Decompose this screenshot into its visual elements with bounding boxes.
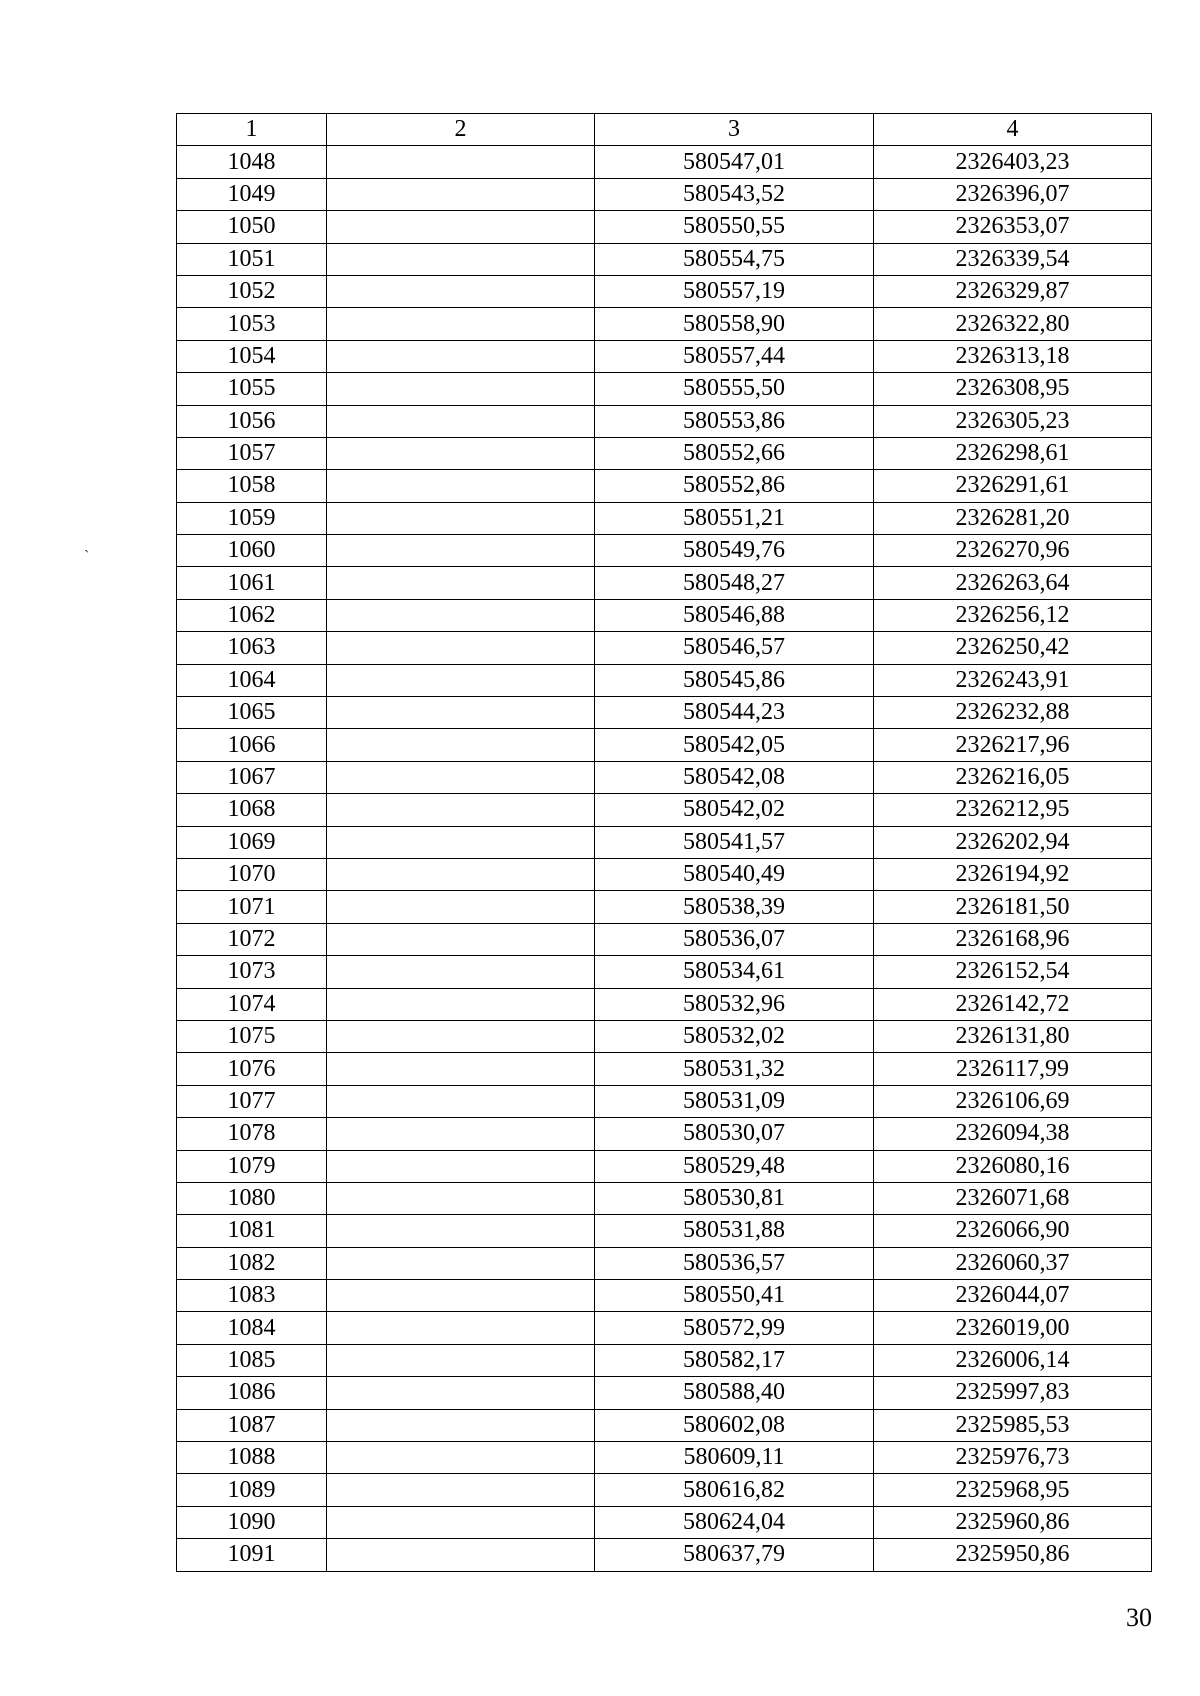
- table-row: [177, 923, 1152, 955]
- table-row: [177, 599, 1152, 631]
- table-cell-col1: 1090: [177, 1506, 327, 1538]
- table-cell-col2: [327, 211, 595, 243]
- table-row: [177, 243, 1152, 275]
- table-row: [177, 502, 1152, 534]
- table-cell-col2: [327, 858, 595, 890]
- table-cell-col2: [327, 502, 595, 534]
- table-cell-col4: 2326298,61: [874, 437, 1152, 469]
- table-cell-col2: [327, 956, 595, 988]
- table-cell-col1: 1088: [177, 1442, 327, 1474]
- table-cell-col4: 2326071,68: [874, 1182, 1152, 1214]
- table-row: [177, 340, 1152, 372]
- scan-speck: `: [84, 548, 90, 565]
- table-cell-col2: [327, 729, 595, 761]
- table-row: [177, 567, 1152, 599]
- table-row: [177, 373, 1152, 405]
- table-cell-col2: [327, 1377, 595, 1409]
- table-cell-col1: 1086: [177, 1377, 327, 1409]
- table-cell-col4: 2325976,73: [874, 1442, 1152, 1474]
- table-row: [177, 1150, 1152, 1182]
- table-cell-col3: 580546,88: [595, 599, 874, 631]
- table-cell-col4: 2326250,42: [874, 632, 1152, 664]
- table-cell-col2: [327, 664, 595, 696]
- table-row: [177, 437, 1152, 469]
- table-cell-col4: 2326131,80: [874, 1020, 1152, 1052]
- table-cell-col3: 580558,90: [595, 308, 874, 340]
- table-cell-col3: 580557,19: [595, 275, 874, 307]
- table-cell-col4: 2326305,23: [874, 405, 1152, 437]
- table-cell-col4: 2326168,96: [874, 923, 1152, 955]
- table-cell-col2: [327, 1118, 595, 1150]
- table-body: [177, 146, 1152, 1571]
- table-cell-col1: 1064: [177, 664, 327, 696]
- table-cell-col2: [327, 535, 595, 567]
- table-cell-col2: [327, 470, 595, 502]
- column-header-4: 4: [874, 114, 1152, 146]
- table-cell-col1: 1080: [177, 1182, 327, 1214]
- table-row: [177, 1247, 1152, 1279]
- table-cell-col1: 1065: [177, 697, 327, 729]
- table-cell-col3: 580530,07: [595, 1118, 874, 1150]
- table-cell-col4: 2326313,18: [874, 340, 1152, 372]
- table-cell-col4: 2326044,07: [874, 1280, 1152, 1312]
- table-row: [177, 794, 1152, 826]
- table-cell-col1: 1049: [177, 178, 327, 210]
- table-cell-col1: 1051: [177, 243, 327, 275]
- table-row: [177, 1053, 1152, 1085]
- table-cell-col4: 2326308,95: [874, 373, 1152, 405]
- table-cell-col1: 1087: [177, 1409, 327, 1441]
- table-cell-col2: [327, 826, 595, 858]
- table-cell-col1: 1091: [177, 1539, 327, 1571]
- table-cell-col1: 1084: [177, 1312, 327, 1344]
- table-cell-col2: [327, 1247, 595, 1279]
- table-row: [177, 826, 1152, 858]
- table-cell-col4: 2325968,95: [874, 1474, 1152, 1506]
- table-cell-col3: 580557,44: [595, 340, 874, 372]
- table-cell-col3: 580530,81: [595, 1182, 874, 1214]
- table-cell-col3: 580546,57: [595, 632, 874, 664]
- table-cell-col1: 1058: [177, 470, 327, 502]
- table-cell-col2: [327, 1020, 595, 1052]
- table-cell-col3: 580543,52: [595, 178, 874, 210]
- table-row: [177, 1085, 1152, 1117]
- table-cell-col4: 2326080,16: [874, 1150, 1152, 1182]
- table-cell-col4: 2326216,05: [874, 761, 1152, 793]
- table-cell-col2: [327, 1215, 595, 1247]
- table-cell-col1: 1050: [177, 211, 327, 243]
- table-cell-col3: 580609,11: [595, 1442, 874, 1474]
- table-cell-col1: 1072: [177, 923, 327, 955]
- column-header-3: 3: [595, 114, 874, 146]
- table-row: [177, 761, 1152, 793]
- table-cell-col1: 1066: [177, 729, 327, 761]
- table-row: [177, 1409, 1152, 1441]
- table-row: [177, 697, 1152, 729]
- table-cell-col1: 1067: [177, 761, 327, 793]
- table-row: [177, 858, 1152, 890]
- table-cell-col1: 1069: [177, 826, 327, 858]
- table-cell-col4: 2326142,72: [874, 988, 1152, 1020]
- table-cell-col4: 2326212,95: [874, 794, 1152, 826]
- table-cell-col3: 580536,07: [595, 923, 874, 955]
- table-cell-col1: 1062: [177, 599, 327, 631]
- table-cell-col1: 1077: [177, 1085, 327, 1117]
- table-cell-col3: 580532,02: [595, 1020, 874, 1052]
- table-cell-col4: 2326217,96: [874, 729, 1152, 761]
- table-cell-col1: 1057: [177, 437, 327, 469]
- table-row: [177, 1020, 1152, 1052]
- table-cell-col1: 1085: [177, 1344, 327, 1376]
- table-row: [177, 1506, 1152, 1538]
- table-cell-col3: 580545,86: [595, 664, 874, 696]
- table-cell-col4: 2326106,69: [874, 1085, 1152, 1117]
- page-number: 30: [1126, 1603, 1152, 1632]
- table-cell-col4: 2326094,38: [874, 1118, 1152, 1150]
- table-cell-col4: 2326281,20: [874, 502, 1152, 534]
- table-cell-col4: 2326243,91: [874, 664, 1152, 696]
- table-row: [177, 211, 1152, 243]
- table-row: [177, 988, 1152, 1020]
- table-cell-col2: [327, 697, 595, 729]
- table-row: [177, 1539, 1152, 1571]
- table-cell-col3: 580542,05: [595, 729, 874, 761]
- table-cell-col1: 1054: [177, 340, 327, 372]
- table-row: [177, 308, 1152, 340]
- table-cell-col1: 1076: [177, 1053, 327, 1085]
- table-cell-col3: 580547,01: [595, 146, 874, 178]
- table-row: [177, 470, 1152, 502]
- table-cell-col1: 1079: [177, 1150, 327, 1182]
- table-cell-col2: [327, 1409, 595, 1441]
- table-cell-col1: 1068: [177, 794, 327, 826]
- table-cell-col3: 580548,27: [595, 567, 874, 599]
- table-cell-col3: 580544,23: [595, 697, 874, 729]
- table-cell-col1: 1073: [177, 956, 327, 988]
- table-row: [177, 1312, 1152, 1344]
- column-header-2: 2: [327, 114, 595, 146]
- table-cell-col4: 2326256,12: [874, 599, 1152, 631]
- table-cell-col3: 580550,55: [595, 211, 874, 243]
- table-cell-col1: 1071: [177, 891, 327, 923]
- table-cell-col3: 580542,02: [595, 794, 874, 826]
- table-cell-col3: 580534,61: [595, 956, 874, 988]
- table-cell-col4: 2325997,83: [874, 1377, 1152, 1409]
- table-cell-col1: 1060: [177, 535, 327, 567]
- table-cell-col2: [327, 1085, 595, 1117]
- table-cell-col2: [327, 761, 595, 793]
- table-row: [177, 729, 1152, 761]
- table-cell-col2: [327, 567, 595, 599]
- table-cell-col3: 580542,08: [595, 761, 874, 793]
- table-cell-col1: 1063: [177, 632, 327, 664]
- table-row: [177, 1215, 1152, 1247]
- table-cell-col3: 580552,86: [595, 470, 874, 502]
- table-cell-col4: 2326117,99: [874, 1053, 1152, 1085]
- table-cell-col4: 2325950,86: [874, 1539, 1152, 1571]
- table-cell-col1: 1074: [177, 988, 327, 1020]
- table-row: [177, 956, 1152, 988]
- table-cell-col3: 580616,82: [595, 1474, 874, 1506]
- table-cell-col4: 2326194,92: [874, 858, 1152, 890]
- table-cell-col2: [327, 308, 595, 340]
- table-cell-col2: [327, 243, 595, 275]
- table-cell-col3: 580541,57: [595, 826, 874, 858]
- table-row: [177, 1377, 1152, 1409]
- table-cell-col1: 1082: [177, 1247, 327, 1279]
- table-cell-col4: 2326066,90: [874, 1215, 1152, 1247]
- table-cell-col3: 580602,08: [595, 1409, 874, 1441]
- table-cell-col2: [327, 437, 595, 469]
- table-cell-col2: [327, 923, 595, 955]
- table-cell-col4: 2326270,96: [874, 535, 1152, 567]
- table-cell-col2: [327, 1474, 595, 1506]
- table-cell-col2: [327, 1053, 595, 1085]
- table-cell-col3: 580550,41: [595, 1280, 874, 1312]
- table-cell-col4: 2326202,94: [874, 826, 1152, 858]
- table-cell-col3: 580572,99: [595, 1312, 874, 1344]
- table-cell-col4: 2326329,87: [874, 275, 1152, 307]
- table-cell-col4: 2326060,37: [874, 1247, 1152, 1279]
- table-row: [177, 664, 1152, 696]
- table-cell-col3: 580637,79: [595, 1539, 874, 1571]
- table-cell-col2: [327, 1442, 595, 1474]
- table-cell-col1: 1061: [177, 567, 327, 599]
- table-cell-col4: 2326353,07: [874, 211, 1152, 243]
- table-cell-col4: 2326339,54: [874, 243, 1152, 275]
- table-row: [177, 891, 1152, 923]
- table-cell-col2: [327, 1312, 595, 1344]
- table-cell-col3: 580555,50: [595, 373, 874, 405]
- table-cell-col1: 1052: [177, 275, 327, 307]
- table-cell-col3: 580538,39: [595, 891, 874, 923]
- table-cell-col1: 1070: [177, 858, 327, 890]
- table-cell-col4: 2326396,07: [874, 178, 1152, 210]
- table-cell-col4: 2325960,86: [874, 1506, 1152, 1538]
- table-cell-col2: [327, 1150, 595, 1182]
- table-cell-col4: 2326181,50: [874, 891, 1152, 923]
- table-cell-col3: 580554,75: [595, 243, 874, 275]
- table-cell-col2: [327, 405, 595, 437]
- table-row: [177, 1118, 1152, 1150]
- table-row: [177, 1344, 1152, 1376]
- table-row: [177, 178, 1152, 210]
- table-cell-col2: [327, 178, 595, 210]
- table-cell-col3: 580552,66: [595, 437, 874, 469]
- table-cell-col3: 580553,86: [595, 405, 874, 437]
- table-cell-col1: 1055: [177, 373, 327, 405]
- table-cell-col4: 2326019,00: [874, 1312, 1152, 1344]
- table-cell-col2: [327, 275, 595, 307]
- table-cell-col2: [327, 373, 595, 405]
- table-cell-col4: 2326006,14: [874, 1344, 1152, 1376]
- table-cell-col3: 580582,17: [595, 1344, 874, 1376]
- table-cell-col3: 580531,88: [595, 1215, 874, 1247]
- table-cell-col1: 1089: [177, 1474, 327, 1506]
- table-cell-col2: [327, 1506, 595, 1538]
- table-row: [177, 275, 1152, 307]
- table-row: [177, 1280, 1152, 1312]
- table-row: [177, 1442, 1152, 1474]
- table-row: [177, 146, 1152, 178]
- table-cell-col3: 580536,57: [595, 1247, 874, 1279]
- table-cell-col3: 580549,76: [595, 535, 874, 567]
- table-cell-col3: 580531,32: [595, 1053, 874, 1085]
- table-cell-col1: 1078: [177, 1118, 327, 1150]
- table-cell-col2: [327, 340, 595, 372]
- table-cell-col1: 1081: [177, 1215, 327, 1247]
- table-cell-col4: 2325985,53: [874, 1409, 1152, 1441]
- table-cell-col2: [327, 1280, 595, 1312]
- coordinates-table: [176, 113, 1152, 1572]
- table-cell-col3: 580624,04: [595, 1506, 874, 1538]
- table-cell-col3: 580532,96: [595, 988, 874, 1020]
- table-row: [177, 535, 1152, 567]
- table-row: [177, 405, 1152, 437]
- table-row: [177, 632, 1152, 664]
- table-cell-col1: 1083: [177, 1280, 327, 1312]
- table-cell-col1: 1075: [177, 1020, 327, 1052]
- table-cell-col2: [327, 1182, 595, 1214]
- table-cell-col3: 580540,49: [595, 858, 874, 890]
- table-cell-col4: 2326232,88: [874, 697, 1152, 729]
- table-cell-col2: [327, 794, 595, 826]
- table-cell-col1: 1059: [177, 502, 327, 534]
- table-cell-col2: [327, 1539, 595, 1571]
- table-cell-col3: 580529,48: [595, 1150, 874, 1182]
- table-header-row: [177, 114, 1152, 146]
- table-cell-col2: [327, 891, 595, 923]
- table-cell-col4: 2326263,64: [874, 567, 1152, 599]
- table-cell-col2: [327, 632, 595, 664]
- table-cell-col2: [327, 599, 595, 631]
- table-row: [177, 1474, 1152, 1506]
- table-cell-col4: 2326403,23: [874, 146, 1152, 178]
- table-cell-col1: 1053: [177, 308, 327, 340]
- table-cell-col3: 580588,40: [595, 1377, 874, 1409]
- table-cell-col4: 2326152,54: [874, 956, 1152, 988]
- table-cell-col4: 2326291,61: [874, 470, 1152, 502]
- table-cell-col2: [327, 146, 595, 178]
- table-cell-col2: [327, 1344, 595, 1376]
- table-cell-col2: [327, 988, 595, 1020]
- table-cell-col1: 1056: [177, 405, 327, 437]
- table-cell-col3: 580531,09: [595, 1085, 874, 1117]
- column-header-1: 1: [177, 114, 327, 146]
- table-cell-col1: 1048: [177, 146, 327, 178]
- table-cell-col4: 2326322,80: [874, 308, 1152, 340]
- table-cell-col3: 580551,21: [595, 502, 874, 534]
- table-row: [177, 1182, 1152, 1214]
